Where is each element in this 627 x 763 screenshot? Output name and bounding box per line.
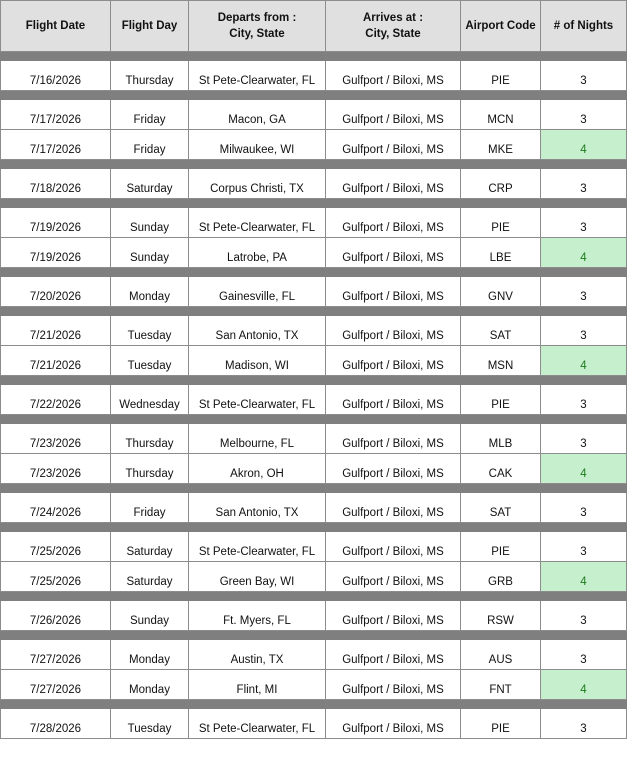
table-row xyxy=(0,208,627,238)
header-arrives-line1: Arrives at : xyxy=(362,12,424,24)
departs-from-cell: St Pete-Clearwater, FL xyxy=(189,208,326,238)
airport-code-cell: MKE xyxy=(461,130,541,160)
group-separator xyxy=(0,268,627,277)
table-row xyxy=(0,493,627,523)
flight-date-cell: 7/25/2026 xyxy=(0,532,111,562)
nights-cell: 3 xyxy=(541,640,627,670)
group-separator xyxy=(0,415,627,424)
table-row xyxy=(0,670,627,700)
table-row xyxy=(0,532,627,562)
flight-day-cell: Monday xyxy=(111,640,189,670)
arrives-at-cell: Gulfport / Biloxi, MS xyxy=(326,61,461,91)
nights-cell: 3 xyxy=(541,493,627,523)
header-flight-day: Flight Day xyxy=(111,0,189,52)
departs-from-cell: San Antonio, TX xyxy=(189,493,326,523)
table-row xyxy=(0,601,627,631)
departs-from-cell: Akron, OH xyxy=(189,454,326,484)
arrives-at-cell: Gulfport / Biloxi, MS xyxy=(326,385,461,415)
table-row xyxy=(0,316,627,346)
group-separator xyxy=(0,700,627,709)
table-row xyxy=(0,640,627,670)
flight-date-cell: 7/25/2026 xyxy=(0,562,111,592)
flight-date-cell: 7/28/2026 xyxy=(0,709,111,739)
airport-code-cell: CRP xyxy=(461,169,541,199)
airport-code-cell: PIE xyxy=(461,532,541,562)
arrives-at-cell: Gulfport / Biloxi, MS xyxy=(326,277,461,307)
table-header-row xyxy=(0,0,627,52)
departs-from-cell: Melbourne, FL xyxy=(189,424,326,454)
nights-cell: 4 xyxy=(541,346,627,376)
table-row xyxy=(0,454,627,484)
group-separator xyxy=(0,52,627,61)
table-row xyxy=(0,238,627,268)
arrives-at-cell: Gulfport / Biloxi, MS xyxy=(326,640,461,670)
nights-cell: 3 xyxy=(541,601,627,631)
nights-cell: 4 xyxy=(541,130,627,160)
airport-code-cell: SAT xyxy=(461,316,541,346)
airport-code-cell: PIE xyxy=(461,208,541,238)
table-row xyxy=(0,277,627,307)
flight-day-cell: Friday xyxy=(111,130,189,160)
flight-date-cell: 7/21/2026 xyxy=(0,346,111,376)
nights-cell: 3 xyxy=(541,424,627,454)
nights-cell: 3 xyxy=(541,100,627,130)
nights-cell: 3 xyxy=(541,532,627,562)
header-arrives-at xyxy=(326,0,461,52)
group-separator xyxy=(0,376,627,385)
group-separator xyxy=(0,484,627,493)
table-row xyxy=(0,130,627,160)
departs-from-cell: St Pete-Clearwater, FL xyxy=(189,532,326,562)
departs-from-cell: Latrobe, PA xyxy=(189,238,326,268)
airport-code-cell: RSW xyxy=(461,601,541,631)
table-row xyxy=(0,61,627,91)
arrives-at-cell: Gulfport / Biloxi, MS xyxy=(326,208,461,238)
table-row xyxy=(0,562,627,592)
airport-code-cell: GRB xyxy=(461,562,541,592)
table-row xyxy=(0,346,627,376)
nights-cell: 3 xyxy=(541,277,627,307)
arrives-at-cell: Gulfport / Biloxi, MS xyxy=(326,346,461,376)
departs-from-cell: Austin, TX xyxy=(189,640,326,670)
table-row xyxy=(0,100,627,130)
flight-day-cell: Saturday xyxy=(111,562,189,592)
header-flight-date: Flight Date xyxy=(0,0,111,52)
airport-code-cell: MSN xyxy=(461,346,541,376)
table-row xyxy=(0,169,627,199)
group-separator xyxy=(0,160,627,169)
flight-date-cell: 7/17/2026 xyxy=(0,100,111,130)
arrives-at-cell: Gulfport / Biloxi, MS xyxy=(326,424,461,454)
flight-day-cell: Thursday xyxy=(111,61,189,91)
arrives-at-cell: Gulfport / Biloxi, MS xyxy=(326,238,461,268)
nights-cell: 3 xyxy=(541,208,627,238)
header-departs-line1: Departs from : xyxy=(217,12,297,24)
arrives-at-cell: Gulfport / Biloxi, MS xyxy=(326,130,461,160)
header-airport-code: Airport Code xyxy=(461,0,541,52)
departs-from-cell: Milwaukee, WI xyxy=(189,130,326,160)
airport-code-cell: CAK xyxy=(461,454,541,484)
departs-from-cell: Green Bay, WI xyxy=(189,562,326,592)
nights-cell: 4 xyxy=(541,562,627,592)
group-separator xyxy=(0,307,627,316)
airport-code-cell: LBE xyxy=(461,238,541,268)
departs-from-cell: Ft. Myers, FL xyxy=(189,601,326,631)
departs-from-cell: Macon, GA xyxy=(189,100,326,130)
group-separator xyxy=(0,523,627,532)
departs-from-cell: Madison, WI xyxy=(189,346,326,376)
flight-day-cell: Tuesday xyxy=(111,346,189,376)
flight-day-cell: Friday xyxy=(111,100,189,130)
header-nights: # of Nights xyxy=(541,0,627,52)
airport-code-cell: FNT xyxy=(461,670,541,700)
group-separator xyxy=(0,91,627,100)
flight-date-cell: 7/27/2026 xyxy=(0,670,111,700)
departs-from-cell: St Pete-Clearwater, FL xyxy=(189,61,326,91)
flight-day-cell: Thursday xyxy=(111,454,189,484)
nights-cell: 3 xyxy=(541,61,627,91)
arrives-at-cell: Gulfport / Biloxi, MS xyxy=(326,454,461,484)
flight-day-cell: Monday xyxy=(111,670,189,700)
nights-cell: 3 xyxy=(541,169,627,199)
arrives-at-cell: Gulfport / Biloxi, MS xyxy=(326,100,461,130)
flight-day-cell: Tuesday xyxy=(111,709,189,739)
table-row xyxy=(0,424,627,454)
departs-from-cell: Gainesville, FL xyxy=(189,277,326,307)
arrives-at-cell: Gulfport / Biloxi, MS xyxy=(326,601,461,631)
departs-from-cell: San Antonio, TX xyxy=(189,316,326,346)
nights-cell: 4 xyxy=(541,454,627,484)
flight-day-cell: Sunday xyxy=(111,238,189,268)
flight-day-cell: Saturday xyxy=(111,169,189,199)
flight-day-cell: Sunday xyxy=(111,601,189,631)
flight-day-cell: Thursday xyxy=(111,424,189,454)
airport-code-cell: PIE xyxy=(461,385,541,415)
arrives-at-cell: Gulfport / Biloxi, MS xyxy=(326,169,461,199)
airport-code-cell: AUS xyxy=(461,640,541,670)
flight-date-cell: 7/24/2026 xyxy=(0,493,111,523)
nights-cell: 4 xyxy=(541,238,627,268)
flight-date-cell: 7/27/2026 xyxy=(0,640,111,670)
nights-cell: 4 xyxy=(541,670,627,700)
airport-code-cell: SAT xyxy=(461,493,541,523)
flight-date-cell: 7/16/2026 xyxy=(0,61,111,91)
departs-from-cell: Flint, MI xyxy=(189,670,326,700)
departs-from-cell: St Pete-Clearwater, FL xyxy=(189,385,326,415)
flight-date-cell: 7/22/2026 xyxy=(0,385,111,415)
flight-day-cell: Friday xyxy=(111,493,189,523)
arrives-at-cell: Gulfport / Biloxi, MS xyxy=(326,493,461,523)
departs-from-cell: St Pete-Clearwater, FL xyxy=(189,709,326,739)
airport-code-cell: MLB xyxy=(461,424,541,454)
flight-day-cell: Tuesday xyxy=(111,316,189,346)
arrives-at-cell: Gulfport / Biloxi, MS xyxy=(326,316,461,346)
table-row xyxy=(0,385,627,415)
table-row xyxy=(0,709,627,739)
airport-code-cell: PIE xyxy=(461,709,541,739)
group-separator xyxy=(0,592,627,601)
flight-date-cell: 7/18/2026 xyxy=(0,169,111,199)
flight-day-cell: Wednesday xyxy=(111,385,189,415)
flight-date-cell: 7/19/2026 xyxy=(0,208,111,238)
flight-day-cell: Monday xyxy=(111,277,189,307)
airport-code-cell: PIE xyxy=(461,61,541,91)
arrives-at-cell: Gulfport / Biloxi, MS xyxy=(326,562,461,592)
flight-date-cell: 7/19/2026 xyxy=(0,238,111,268)
flight-date-cell: 7/26/2026 xyxy=(0,601,111,631)
header-departs-line2: City, State xyxy=(229,28,285,40)
flight-date-cell: 7/23/2026 xyxy=(0,454,111,484)
nights-cell: 3 xyxy=(541,316,627,346)
airport-code-cell: MCN xyxy=(461,100,541,130)
flight-date-cell: 7/23/2026 xyxy=(0,424,111,454)
arrives-at-cell: Gulfport / Biloxi, MS xyxy=(326,709,461,739)
flight-date-cell: 7/21/2026 xyxy=(0,316,111,346)
group-separator xyxy=(0,199,627,208)
group-separator xyxy=(0,631,627,640)
flight-day-cell: Saturday xyxy=(111,532,189,562)
flight-date-cell: 7/17/2026 xyxy=(0,130,111,160)
header-departs-from xyxy=(189,0,326,52)
airport-code-cell: GNV xyxy=(461,277,541,307)
flight-day-cell: Sunday xyxy=(111,208,189,238)
nights-cell: 3 xyxy=(541,385,627,415)
departs-from-cell: Corpus Christi, TX xyxy=(189,169,326,199)
header-arrives-line2: City, State xyxy=(365,28,421,40)
flight-date-cell: 7/20/2026 xyxy=(0,277,111,307)
nights-cell: 3 xyxy=(541,709,627,739)
arrives-at-cell: Gulfport / Biloxi, MS xyxy=(326,670,461,700)
arrives-at-cell: Gulfport / Biloxi, MS xyxy=(326,532,461,562)
